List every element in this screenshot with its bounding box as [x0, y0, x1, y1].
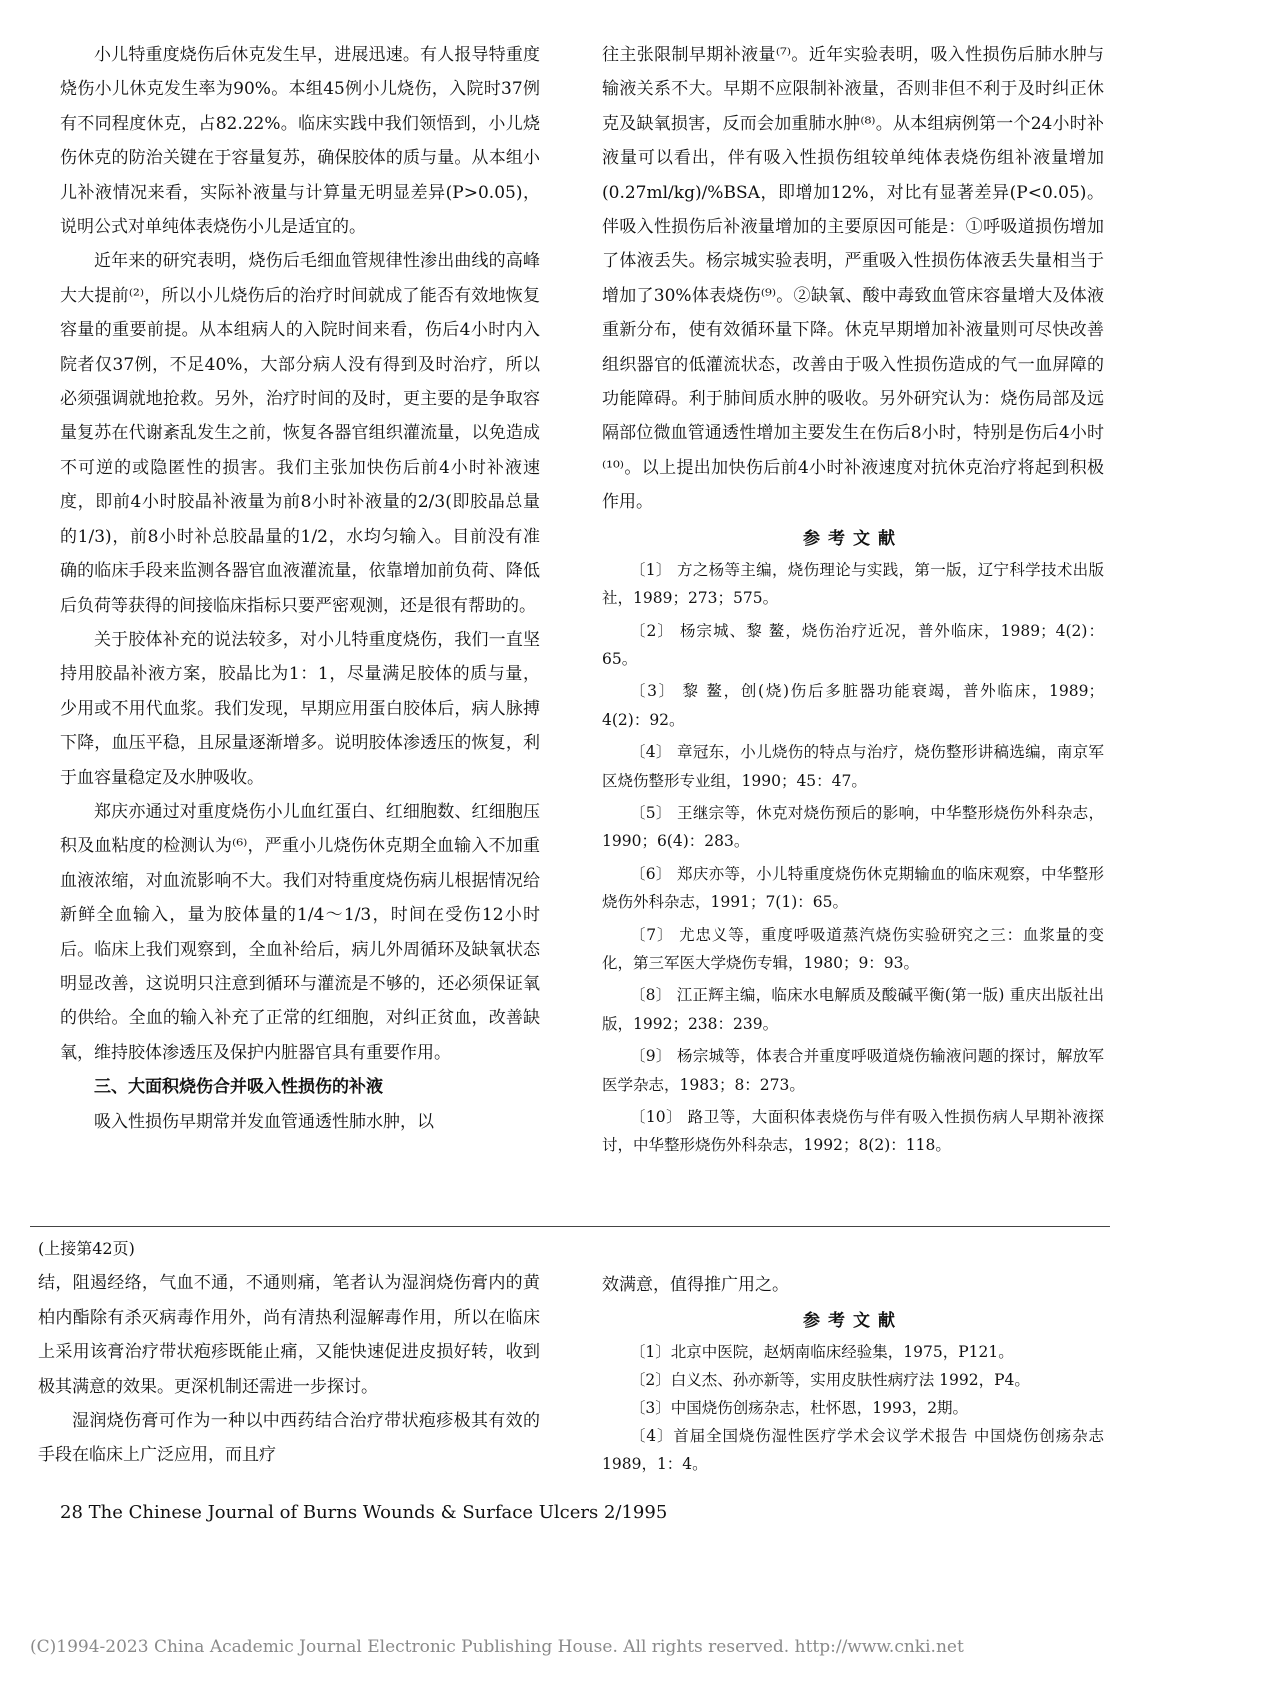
- reference-item: 〔10〕 路卫等，大面积体表烧伤与伴有吸入性损伤病人早期补液探讨，中华整形烧伤外科杂志，1992；8(2)：118。: [602, 1108, 1104, 1155]
- reference-item: 〔7〕 尤忠义等，重度呼吸道蒸汽烧伤实验研究之三：血浆量的变化，第三军医大学烧伤专辑，1980；9：93。: [602, 925, 1104, 972]
- bottom-right-column: [602, 1268, 1104, 1478]
- reference-item: 〔3〕 黎 鳌，创(烧)伤后多脏器功能衰竭，普外临床，1989；4(2)：92。: [602, 682, 1104, 729]
- section-heading: 三、大面积烧伤合并吸入性损伤的补液: [94, 1077, 383, 1098]
- references-heading: 参考文献: [803, 1311, 903, 1332]
- body-paragraph: 郑庆亦通过对重度烧伤小儿血红蛋白、红细胞数、红细胞压积及血粘度的检测认为⁽⁶⁾，严重小儿烧伤休克期全血输入不加重血液浓缩，对血流影响不大。我们对特重度烧伤病儿根据情况给新鲜全血输入，量为胶体量的1/4～1/3，时间在受伤12小时后。临床上我们观察到，全血补给后，病儿外周循环及缺氧状态明显改善，这说明只注意到循环与灌流是不够的，还必须保证氧的供给。全血的输入补充了正常的红细胞，对纠正贫血，改善缺氧，维持胶体渗透压及保护内脏器官具有重要作用。: [60, 801, 540, 1063]
- body-paragraph: 结，阻遏经络，气血不通，不通则痛，笔者认为湿润烧伤膏内的黄柏内酯除有杀灭病毒作用外，尚有清热利湿解毒作用，所以在临床上采用该膏治疗带状疱疹既能止痛，又能快速促进皮损好转，收到极其满意的效果。更深机制还需进一步探讨。: [38, 1273, 540, 1397]
- reference-item: 〔2〕白义杰、孙亦新等，实用皮肤性病疗法 1992，P4。: [629, 1371, 1030, 1390]
- reference-item: 〔2〕 杨宗城、黎 鳌，烧伤治疗近况，普外临床，1989；4(2)：65。: [602, 621, 1104, 668]
- reference-item: 〔4〕 章冠东，小儿烧伤的特点与治疗，烧伤整形讲稿选编，南京军区烧伤整形专业组，1990；45：47。: [602, 743, 1104, 790]
- section-divider: [30, 1226, 1110, 1227]
- reference-item: 〔1〕北京中医院，赵炳南临床经验集，1975，P121。: [629, 1343, 1014, 1362]
- page-footer: 28 The Chinese Journal of Burns Wounds & Surface Ulcers 2/1995: [60, 1502, 668, 1523]
- body-paragraph: 效满意，值得推广用之。: [602, 1275, 789, 1295]
- reference-item: 〔4〕首届全国烧伤湿性医疗学术会议学术报告 中国烧伤创疡杂志 1989，1：4。: [602, 1427, 1104, 1474]
- body-paragraph: 往主张限制早期补液量⁽⁷⁾。近年实验表明，吸入性损伤后肺水肿与输液关系不大。早期不应限制补液量，否则非但不利于及时纠正休克及缺氧损害，反而会加重肺水肿⁽⁸⁾。从本组病例第一个24小时补液量可以看出，伴有吸入性损伤组较单纯体表烧伤组补液量增加(0.27ml/kg)/%BSA，即增加12%，对比有显著差异(P<0.05)。伴吸入性损伤后补液量增加的主要原因可能是：①呼吸道损伤增加了体液丢失。杨宗城实验表明，严重吸入性损伤体液丢失量相当于增加了30%体表烧伤⁽⁹⁾。②缺氧、酸中毒致血管床容量增大及体液重新分布，使有效循环量下降。休克早期增加补液量则可尽快改善组织器官的低灌流状态，改善由于吸入性损伤造成的气一血屏障的功能障碍。利于肺间质水肿的吸收。另外研究认为：烧伤局部及远隔部位微血管通透性增加主要发生在伤后8小时，特别是伤后4小时⁽¹⁰⁾。以上提出加快伤后前4小时补液速度对抗休克治疗将起到积极作用。: [602, 45, 1104, 513]
- references-heading: 参考文献: [803, 528, 903, 549]
- reference-item: 〔5〕 王继宗等，休克对烧伤预后的影响，中华整形烧伤外科杂志，1990；6(4)：283。: [602, 803, 1104, 851]
- continued-from-label: (上接第42页): [38, 1239, 135, 1258]
- body-paragraph: 关于胶体补充的说法较多，对小儿特重度烧伤，我们一直坚持用胶晶补液方案，胶晶比为1：1，尽量满足胶体的质与量，少用或不用代血浆。我们发现，早期应用蛋白胶体后，病人脉搏下降，血压平稳，且尿量逐渐增多。说明胶体渗透压的恢复，利于血容量稳定及水肿吸收。: [60, 629, 540, 788]
- right-column: [602, 38, 1104, 1164]
- reference-item: 〔1〕 方之杨等主编，烧伤理论与实践，第一版，辽宁科学技术出版社，1989；273；575。: [602, 560, 1104, 608]
- copyright-notice: (C)1994-2023 China Academic Journal Electronic Publishing House. All rights reserved. http://www.cnki.net: [30, 1637, 964, 1657]
- reference-item: 〔6〕 郑庆亦等，小儿特重度烧伤休克期输血的临床观察，中华整形烧伤外科杂志，1991；7(1)：65。: [602, 864, 1104, 912]
- reference-item: 〔3〕中国烧伤创疡杂志，杜怀恩，1993，2期。: [629, 1399, 969, 1418]
- body-paragraph: 小儿特重度烧伤后休克发生早，进展迅速。有人报导特重度烧伤小儿休克发生率为90%。本组45例小儿烧伤，入院时37例有不同程度休克，占82.22%。临床实践中我们领悟到，小儿烧伤休克的防治关键在于容量复苏，确保胶体的质与量。从本组小儿补液情况来看，实际补液量与计算量无明显差异(P>0.05)，说明公式对单纯体表烧伤小儿是适宜的。: [60, 45, 540, 238]
- bottom-left-column: [38, 1232, 540, 1473]
- left-column: [60, 38, 540, 1139]
- reference-item: 〔9〕 杨宗城等，体表合并重度呼吸道烧伤输液问题的探讨，解放军医学杂志，1983；8：273。: [602, 1047, 1104, 1094]
- body-paragraph: 湿润烧伤膏可作为一种以中西药结合治疗带状疱疹极其有效的手段在临床上广泛应用，而且疗: [38, 1411, 540, 1466]
- body-paragraph: 吸入性损伤早期常并发血管通透性肺水肿，以: [94, 1111, 434, 1132]
- reference-item: 〔8〕 江正辉主编，临床水电解质及酸碱平衡(第一版) 重庆出版社出版，1992；238：239。: [602, 986, 1104, 1033]
- body-paragraph: 近年来的研究表明，烧伤后毛细血管规律性渗出曲线的高峰大大提前⁽²⁾，所以小儿烧伤后的治疗时间就成了能否有效地恢复容量的重要前提。从本组病人的入院时间来看，伤后4小时内入院者仅37例，不足40%，大部分病人没有得到及时治疗，所以必须强调就地抢救。另外，治疗时间的及时，更主要的是争取容量复苏在代谢紊乱发生之前，恢复各器官组织灌流量，以免造成不可逆的或隐匿性的损害。我们主张加快伤后前4小时补液速度，即前4小时胶晶补液量为前8小时补液量的2/3(即胶晶总量的1/3)，前8小时补总胶晶量的1/2，水均匀输入。目前没有准确的临床手段来监测各器官血液灌流量，依靠增加前负荷、降低后负荷等获得的间接临床指标只要严密观测，还是很有帮助的。: [60, 251, 540, 616]
